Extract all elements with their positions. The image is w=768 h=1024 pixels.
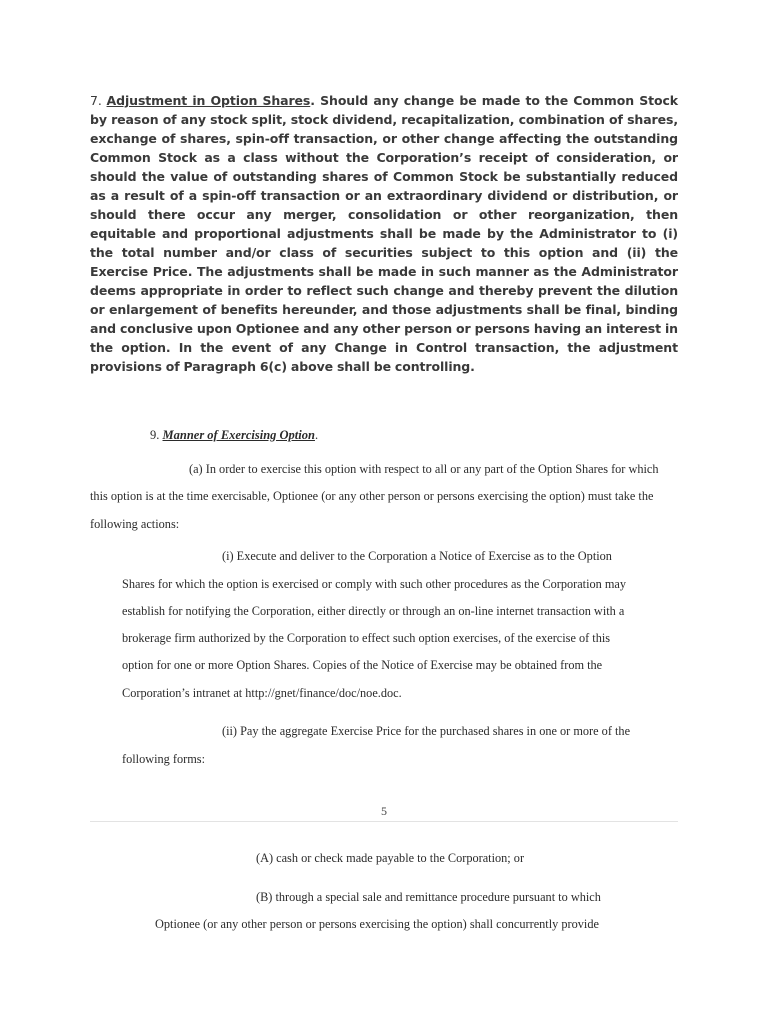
section-7-heading: Adjustment in Option Shares <box>106 93 311 108</box>
item-B-line-2: Optionee (or any other person or persons exercising the option) shall concurrently provide <box>155 917 599 931</box>
item-A-line: (A) cash or check made payable to the Corporation; or <box>256 851 525 865</box>
item-i-line-5: option for one or more Option Shares. Copies of the Notice of Exercise may be obtained from the <box>122 658 603 672</box>
section-7-paragraph <box>90 91 678 376</box>
item-i-line-3: establish for notifying the Corporation, either directly or through an on-line internet transaction with a <box>122 604 625 618</box>
para-a-line-3: following actions: <box>90 517 180 531</box>
section-7-heading-period: . <box>310 93 315 108</box>
item-ii-line-1: (ii) Pay the aggregate Exercise Price for the purchased shares in one or more of the <box>222 724 631 738</box>
section-9-title <box>150 428 318 443</box>
section-7-number: 7. <box>90 93 107 108</box>
section-7-body: Should any change be made to the Common Stock by reason of any stock split, stock dividend, recapitalization, combination of shares, exchange of shares, spin-off transaction, or other change affecting the outstanding Common Stock as a class without the Corporation’s receipt of consideration, or should the value of outstanding shares of Common Stock be substantially reduced as a result of a spin-off transaction or an extraordinary dividend or distribution, or should there occur any merger, consolidation or other reorganization, then equitable and proportional adjustments shall be made by the Administrator to (i) the total number and/or class of securities subject to this option and (ii) the Exercise Price. The adjustments shall be made in such manner as the Administrator deems appropriate in order to reflect such change and thereby prevent the dilution or enlargement of benefits hereunder, and those adjustments shall be final, binding and conclusive upon Optionee and any other person or persons having an interest in the option. In the event of any Change in Control transaction, the adjustment provisions of Paragraph 6(c) above shall be controlling. <box>90 93 678 374</box>
page-divider <box>90 821 678 822</box>
section-9-heading: Manner of Exercising Option <box>162 428 315 442</box>
para-a-line-2: this option is at the time exercisable, Optionee (or any other person or persons exercising the option) must take the <box>90 489 654 503</box>
item-ii-line-2: following forms: <box>122 752 205 766</box>
para-a-line-1: (a) In order to exercise this option with respect to all or any part of the Option Shares for which <box>189 462 659 476</box>
item-B-line-1: (B) through a special sale and remittance procedure pursuant to which <box>256 890 601 904</box>
item-i-line-1: (i) Execute and deliver to the Corporation a Notice of Exercise as to the Option <box>222 549 612 563</box>
item-i-line-4: brokerage firm authorized by the Corporation to effect such option exercises, of the exercise of this <box>122 631 611 645</box>
section-9-number: 9. <box>150 428 163 442</box>
page-number: 5 <box>381 804 387 818</box>
item-i-line-2: Shares for which the option is exercised or comply with such other procedures as the Corporation may <box>122 577 627 591</box>
section-9-heading-period: . <box>314 428 319 442</box>
item-i-line-6: Corporation’s intranet at http://gnet/finance/doc/noe.doc. <box>122 686 402 700</box>
